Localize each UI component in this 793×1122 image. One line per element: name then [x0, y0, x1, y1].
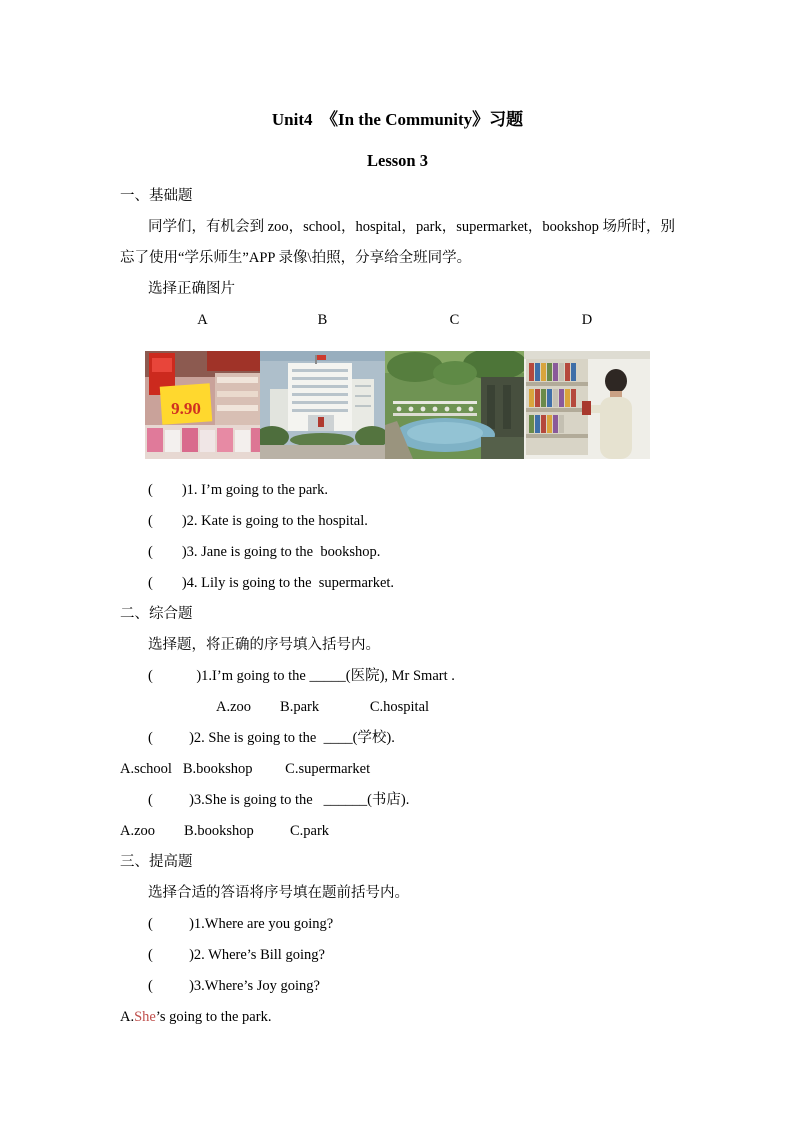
- basic-question-4: ( )4. Lily is going to the supermarket.: [148, 575, 395, 591]
- photo-b-hospital: [260, 351, 385, 459]
- section-comprehensive-heading: 二、综合题: [120, 606, 193, 622]
- bookshop-photo-art: [524, 351, 650, 459]
- answer-a-prefix: A.: [120, 1009, 135, 1025]
- park-photo-art: [385, 351, 524, 459]
- photo-label-c: C: [449, 312, 460, 328]
- photo-d-bookshop: [524, 351, 650, 459]
- comprehensive-question-1: ( )1.I’m going to the _____(医院), Mr Smart .: [148, 668, 455, 684]
- supermarket-photo-art: [145, 351, 260, 459]
- basic-question-3: ( )3. Jane is going to the bookshop.: [148, 544, 381, 560]
- comprehensive-options-1: A.zoo B.park C.hospital: [216, 699, 430, 715]
- comprehensive-options-2: A.school B.bookshop C.supermarket: [120, 761, 371, 777]
- comprehensive-question-2: ( )2. She is going to the ____(学校).: [148, 730, 395, 746]
- section-advanced-heading: 三、提高题: [120, 854, 193, 870]
- section-basic-heading: 一、基础题: [120, 188, 193, 204]
- photo-c-park: [385, 351, 524, 459]
- answer-a-suffix: ’s going to the park.: [155, 1009, 272, 1025]
- photo-strip: [145, 351, 675, 459]
- doc-title: Unit4 《In the Community》习题: [271, 110, 524, 129]
- section-comprehensive-instruction: 选择题，将正确的序号填入括号内。: [148, 637, 380, 653]
- hospital-photo-art: [260, 351, 385, 459]
- advanced-answer-a: [120, 1002, 675, 1033]
- section-basic-intro: 同学们，有机会到 zoo，school，hospital，park，supermarket，bookshop 场所时，别忘了使用“学乐师生”APP 录像\拍照，分享给全班同学。: [120, 219, 675, 266]
- basic-question-2: ( )2. Kate is going to the hospital.: [148, 513, 368, 529]
- advanced-question-3: ( )3.Where’s Joy going?: [148, 978, 320, 994]
- price-tag-text: 9.90: [171, 399, 201, 418]
- advanced-question-1: ( )1.Where are you going?: [148, 916, 334, 932]
- basic-question-1: ( )1. I’m going to the park.: [148, 482, 329, 498]
- advanced-question-2: ( )2. Where’s Bill going?: [148, 947, 325, 963]
- photo-label-b: B: [317, 312, 328, 328]
- section-advanced-instruction: 选择合适的答语将序号填在题前括号内。: [148, 885, 409, 901]
- photo-label-d: D: [581, 312, 593, 328]
- answer-a-highlight: She: [134, 1009, 156, 1025]
- section-basic-instruction: 选择正确图片: [148, 281, 235, 297]
- photo-label-row: [120, 305, 675, 336]
- photo-label-a: A: [197, 312, 208, 328]
- photo-a-supermarket: [145, 351, 260, 459]
- comprehensive-question-3: ( )3.She is going to the ______(书店).: [148, 792, 410, 808]
- comprehensive-options-3: A.zoo B.bookshop C.park: [120, 823, 330, 839]
- doc-subtitle: Lesson 3: [367, 151, 428, 170]
